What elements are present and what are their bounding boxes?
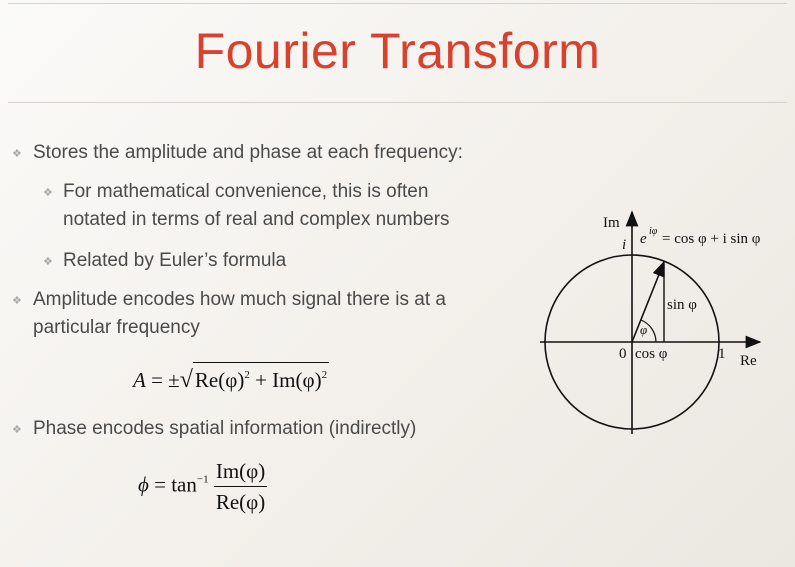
re-axis-label: Re	[740, 353, 757, 369]
bullet-amplitude	[33, 286, 446, 342]
cos-label: cos φ	[635, 346, 668, 362]
phase-formula	[138, 458, 267, 515]
phase-fraction	[214, 458, 267, 515]
im-exponent: 2	[321, 369, 328, 381]
tan-inverse-exponent: −1	[196, 473, 209, 486]
sin-label: sin φ	[667, 297, 697, 313]
sub-bullet-icon: ❖	[43, 256, 53, 268]
bullet-amplitude-line2: particular frequency	[33, 317, 200, 338]
bullet-amplitude-line1: Amplitude encodes how much signal there is at a	[33, 289, 446, 310]
bullet-euler: Related by Euler’s formula	[63, 250, 287, 271]
re-exponent: 2	[244, 369, 250, 381]
bullet-convenience	[63, 178, 450, 234]
fraction-numerator: Im(φ)	[214, 458, 267, 487]
top-divider	[8, 3, 787, 4]
sqrt-body	[193, 362, 329, 392]
equals-plusminus: = ±	[151, 368, 180, 392]
plus-sign: +	[255, 368, 267, 392]
origin-label: 0	[619, 346, 627, 362]
unit-circle-diagram	[530, 200, 795, 440]
i-label: i	[622, 237, 627, 253]
bullet-icon: ❖	[12, 295, 22, 307]
imag-part: Im(φ)	[272, 368, 322, 392]
bullet-storage: Stores the amplitude and phase at each frequency:	[33, 142, 463, 163]
phasor-vector	[632, 262, 664, 342]
amplitude-formula: $A = \pm√Re(\varphi)^2 + Im(\varphi)^2$	[133, 362, 329, 394]
bullet-icon: ❖	[12, 148, 22, 160]
real-part: Re(φ)	[194, 368, 245, 392]
angle-label: φ	[640, 322, 648, 337]
bullet-convenience-line2: notated in terms of real and complex numbers	[63, 209, 450, 230]
bullet-icon: ❖	[12, 424, 22, 436]
euler-e: e	[640, 231, 647, 247]
title-divider	[8, 102, 787, 103]
bullet-phase: Phase encodes spatial information (indirectly)	[33, 418, 417, 439]
im-axis-label: Im	[603, 215, 620, 231]
bullet-convenience-line1: For mathematical convenience, this is often	[63, 181, 429, 202]
equals-tan: = tan	[154, 472, 197, 497]
euler-rhs: = cos φ + i sin φ	[662, 231, 761, 247]
fraction-denominator: Re(φ)	[215, 490, 266, 514]
one-label: 1	[718, 346, 726, 362]
amplitude-symbol: A	[133, 368, 146, 392]
slide-title: Fourier Transform	[194, 23, 601, 79]
euler-exponent: iφ	[649, 226, 658, 237]
sub-bullet-icon: ❖	[43, 187, 53, 199]
phase-symbol: ϕ	[138, 472, 149, 497]
